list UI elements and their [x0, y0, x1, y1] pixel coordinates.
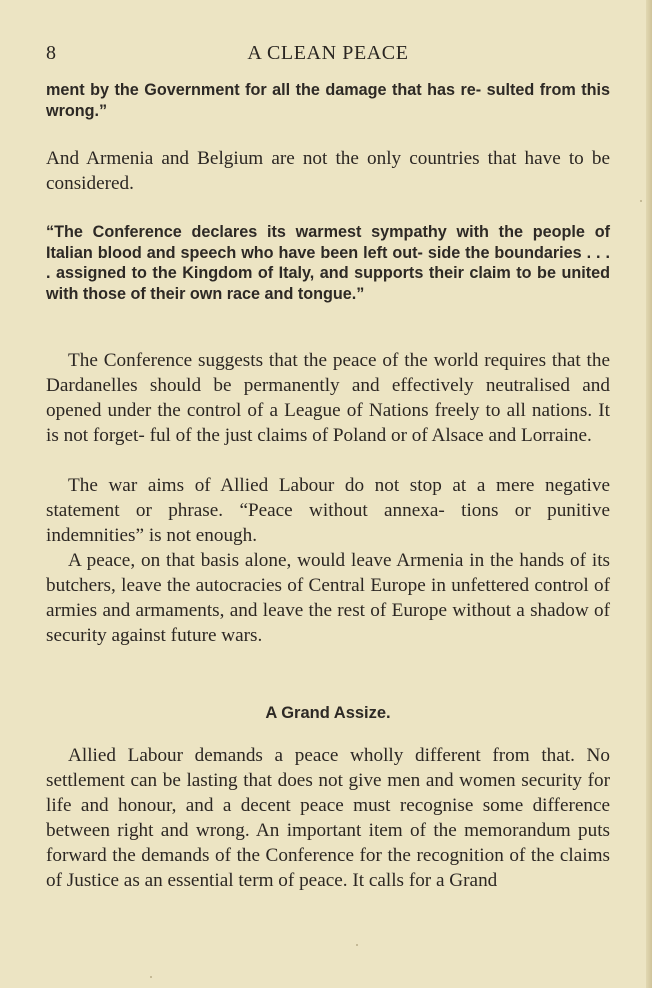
paragraph-dardanelles: The Conference suggests that the peace of the world requires that the Dardanelles should be permanently and effectively neutralised and opened under the control of a League of Nations freely to all nations. It is not forget- ful of the just claims of Poland or of Alsace and Lorraine. [46, 350, 610, 446]
paper-speck [640, 200, 642, 202]
quote-italy: “The Conference declares its warmest sympathy with the people of Italian blood and speech who have been left out- side the boundaries . . . . assigned to the Kingdom of Italy, and supports their claim to be united with those of their own race and tongue.” [46, 223, 610, 303]
page-edge [646, 0, 652, 988]
running-title: A CLEAN PEACE [247, 42, 409, 64]
page-header [46, 42, 610, 70]
paragraph-peace-basis: A peace, on that basis alone, would leave Armenia in the hands of its butchers, leave the autocracies of Central Europe in unfettered control of armies and armaments, and leave the rest of Europe without a shadow of security against future wars. [46, 550, 610, 646]
paragraph-armenia-belgium: And Armenia and Belgium are not the only countries that have to be considered. [46, 148, 610, 194]
paper-speck [150, 976, 152, 978]
paragraph-war-aims: The war aims of Allied Labour do not stop at a mere negative statement or phrase. “Peace without annexa- tions or punitive indemnities” is not enough. [46, 475, 610, 546]
paper-speck [356, 944, 358, 946]
section-heading: A Grand Assize. [265, 704, 391, 722]
quote-continuation: ment by the Government for all the damage that has re- sulted from this wrong.” [46, 81, 610, 120]
paragraph-allied-labour: Allied Labour demands a peace wholly different from that. No settlement can be lasting that does not give men and women security for life and honour, and a decent peace must recognise some difference between right and wrong. An important item of the memorandum puts forward the demands of the Conference for the recognition of the claims of Justice as an essential term of peace. It calls for a Grand [46, 745, 610, 891]
page-number: 8 [46, 42, 56, 64]
